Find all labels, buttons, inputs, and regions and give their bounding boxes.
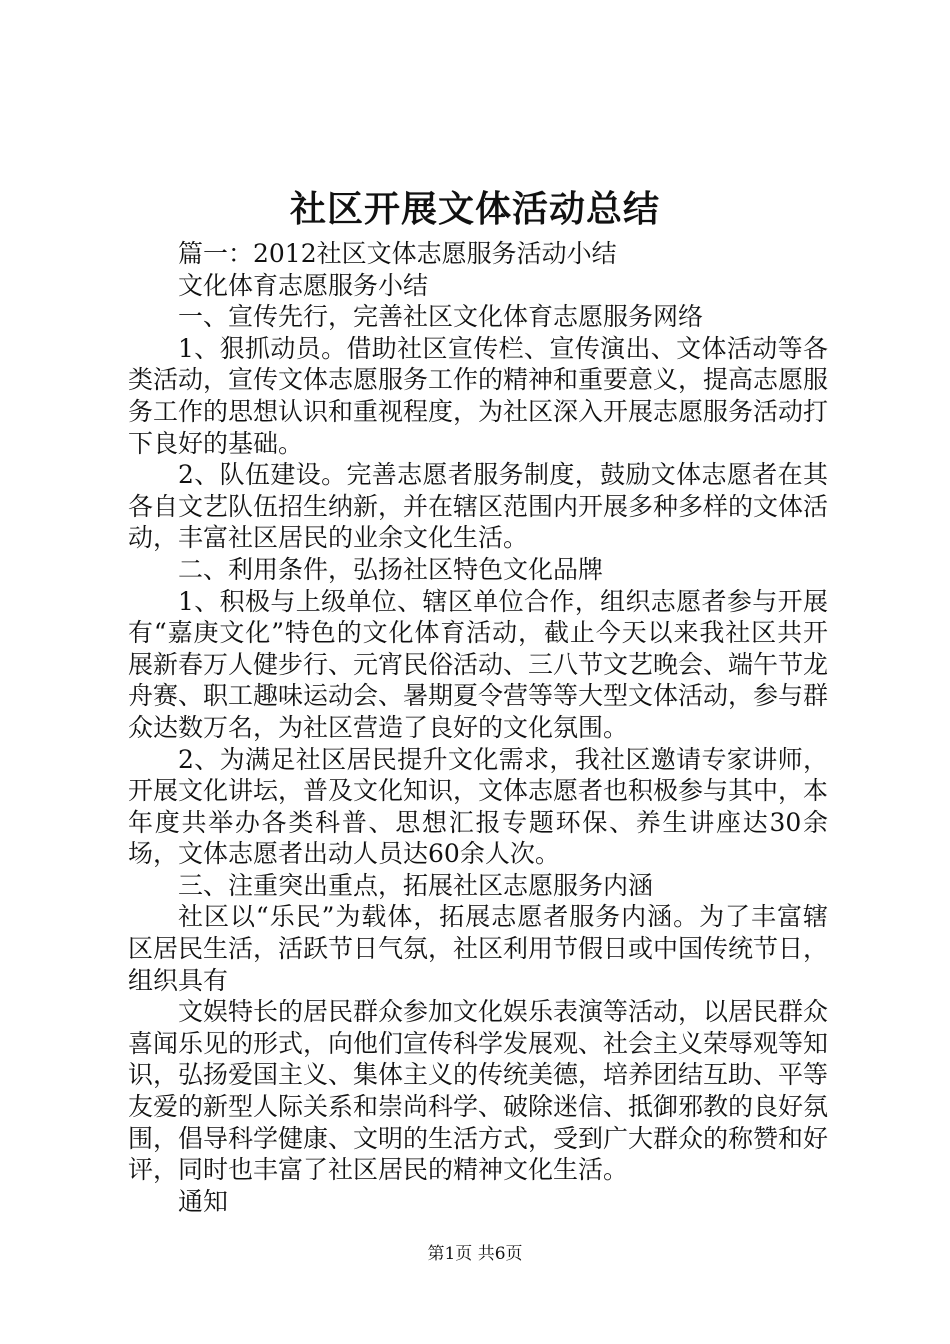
paragraph: 二、利用条件，弘扬社区特色文化品牌 bbox=[178, 554, 604, 584]
document-title: 社区开展文体活动总结 bbox=[289, 188, 660, 230]
paragraph: 通知 bbox=[178, 1186, 229, 1216]
paragraph: 2、为满足社区居民提升文化需求，我社区邀请专家讲师，开展文化讲坛，普及文化知识，文体志愿者也积极参与其中，本年度共举办各类科普、思想汇报专题环保、养生讲座达30余场，文体志愿者出动人员达60余人次。 bbox=[128, 744, 829, 869]
paragraph: 一、宣传先行，完善社区文化体育志愿服务网络 bbox=[178, 302, 704, 332]
paragraph: 文娱特长的居民群众参加文化娱乐表演等活动，以居民群众喜闻乐见的形式，向他们宣传科学发展观、社会主义荣辱观等知识，弘扬爱国主义、集体主义的传统美德，培养团结互助、平等友爱的新型人际关系和崇尚科学、破除迷信、抵御邪教的良好氛围，倡导科学健康、文明的生活方式，受到广大群众的称赞和好评，同时也丰富了社区居民的精神文化生活。 bbox=[128, 997, 829, 1185]
paragraph: 1、积极与上级单位、辖区单位合作，组织志愿者参与开展有“嘉庚文化”特色的文化体育活动，截止今天以来我社区共开展新春万人健步行、元宵民俗活动、三八节文艺晚会、端午节龙舟赛、职工趣味运动会、暑期夏令营等等大型文体活动，参与群众达数万名，为社区营造了良好的文化氛围。 bbox=[128, 586, 829, 742]
paragraph: 文化体育志愿服务小结 bbox=[178, 270, 429, 300]
document-body bbox=[128, 238, 828, 1217]
paragraph: 2、队伍建设。完善志愿者服务制度，鼓励文体志愿者在其各自文艺队伍招生纳新，并在辖区范围内开展多种多样的文体活动，丰富社区居民的业余文化生活。 bbox=[128, 460, 829, 553]
paragraph: 篇一：2012社区文体志愿服务活动小结 bbox=[178, 239, 617, 268]
paragraph: 社区以“乐民”为载体，拓展志愿者服务内涵。为了丰富辖区居民生活，活跃节日气氛，社区利用节假日或中国传统节日，组织具有 bbox=[128, 902, 829, 995]
paragraph: 1、狠抓动员。借助社区宣传栏、宣传演出、文体活动等各类活动，宣传文体志愿服务工作的精神和重要意义，提高志愿服务工作的思想认识和重视程度，为社区深入开展志愿服务活动打下良好的基础。 bbox=[128, 333, 829, 458]
page-footer: 第1页 共6页 bbox=[427, 1244, 523, 1264]
paragraph: 三、注重突出重点，拓展社区志愿服务内涵 bbox=[178, 870, 654, 900]
